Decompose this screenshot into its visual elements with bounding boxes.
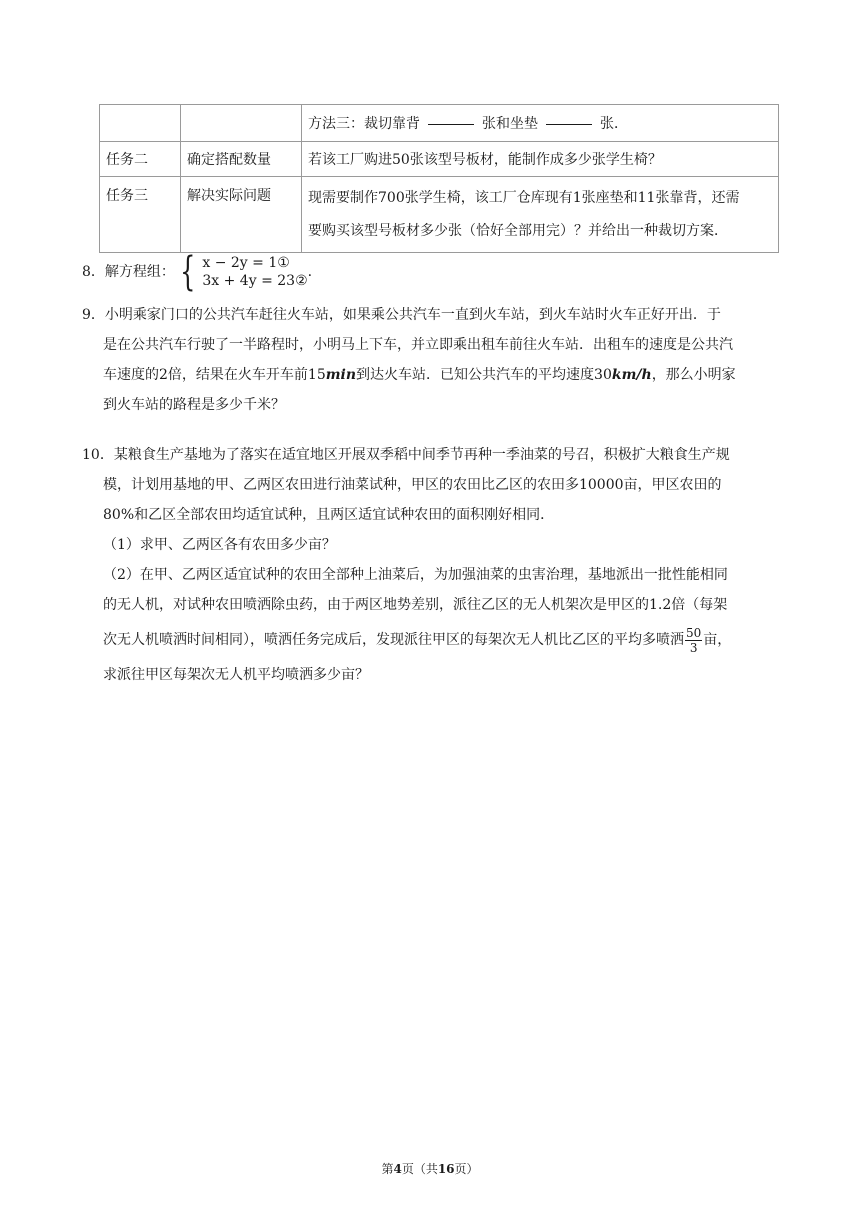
table-cell	[181, 105, 302, 142]
page-footer: 第4页（共16页）	[381, 1162, 479, 1176]
table-row	[100, 177, 779, 253]
table-cell: 若该工厂购进50张该型号板材，能制作成多少张学生椅？	[302, 142, 779, 177]
question-10-line: 模，计划用基地的甲、乙两区农田进行油菜试种，甲区的农田比乙区的农田多10000亩，甲区农田的	[103, 477, 722, 493]
method-three-text-3: 张．	[600, 116, 628, 132]
equation-system	[175, 249, 308, 295]
unit-min: min	[325, 367, 357, 383]
answer-blank	[428, 123, 474, 125]
question-10-part-2: （2）在甲、乙两区适宜试种的农田全部种上油菜后，为加强油菜的虫害治理，基地派出一批性能相同	[103, 567, 728, 583]
fraction-denominator: 3	[689, 640, 698, 655]
answer-blank	[546, 123, 592, 125]
question-10-line: 的无人机，对试种农田喷洒除虫药，由于两区地势差别，派往乙区的无人机架次是甲区的1.2倍（每架	[103, 597, 728, 613]
fraction-numerator: 50	[686, 625, 702, 640]
fraction	[685, 626, 702, 655]
table-row	[100, 142, 779, 177]
method-three-text: 方法三：裁切靠背	[308, 116, 420, 132]
task-table	[99, 104, 779, 253]
table-cell: 任务二	[100, 142, 181, 177]
question-9-line: 车速度的2倍，结果在火车开车前15min到达火车站．已知公共汽车的平均速度30km/h，那么小明家	[103, 367, 736, 383]
question-8-label: 8．解方程组：	[82, 264, 175, 280]
equation-1: x − 2y = 1①	[202, 255, 290, 271]
question-9-line: 到火车站的路程是多少千米？	[103, 397, 285, 413]
question-8-end: .	[307, 264, 313, 280]
question-10-line: 求派往甲区每架次无人机平均喷洒多少亩？	[103, 667, 369, 683]
table-cell: 解决实际问题	[181, 177, 302, 253]
question-10-line: 次无人机喷洒时间相同），喷洒任务完成后，发现派往甲区的每架次无人机比乙区的平均多喷洒 $\frac{50}{3}$ 亩，	[103, 625, 732, 655]
question-8	[82, 249, 782, 295]
table-cell	[302, 105, 779, 142]
question-10-part-1: （1）求甲、乙两区各有农田多少亩？	[103, 537, 336, 553]
page-number: 4	[393, 1162, 402, 1176]
unit-kmh: km/h	[611, 367, 652, 383]
question-9-line: 是在公共汽车行驶了一半路程时，小明马上下车，并立即乘出租车前往火车站．出租车的速度是公共汽	[103, 337, 733, 353]
page-total: 16	[437, 1162, 455, 1176]
brace-icon: {	[180, 249, 196, 295]
question-10-line: 80%和乙区全部农田均适宜试种，且两区适宜试种农田的面积刚好相同．	[103, 507, 555, 523]
table-cell: 确定搭配数量	[181, 142, 302, 177]
table-row	[100, 105, 779, 142]
table-cell	[100, 105, 181, 142]
task-three-line-1: 现需要制作700张学生椅，该工厂仓库现有1张座垫和11张靠背，还需	[308, 189, 740, 206]
question-9	[82, 300, 782, 420]
question-10-line: 10．某粮食生产基地为了落实在适宜地区开展双季稻中间季节再种一季油菜的号召，积极扩大粮食生产规	[82, 447, 730, 463]
table-cell	[302, 177, 779, 253]
question-10	[82, 440, 782, 690]
task-three-line-2: 要购买该型号板材多少张（恰好全部用完）？并给出一种裁切方案．	[308, 222, 728, 239]
table-cell: 任务三	[100, 177, 181, 253]
method-three-text-2: 张和坐垫	[482, 116, 538, 132]
question-9-line: 9．小明乘家门口的公共汽车赶往火车站，如果乘公共汽车一直到火车站，到火车站时火车正好开出．于	[82, 307, 721, 323]
equation-2: 3x + 4y = 23②	[202, 273, 308, 289]
